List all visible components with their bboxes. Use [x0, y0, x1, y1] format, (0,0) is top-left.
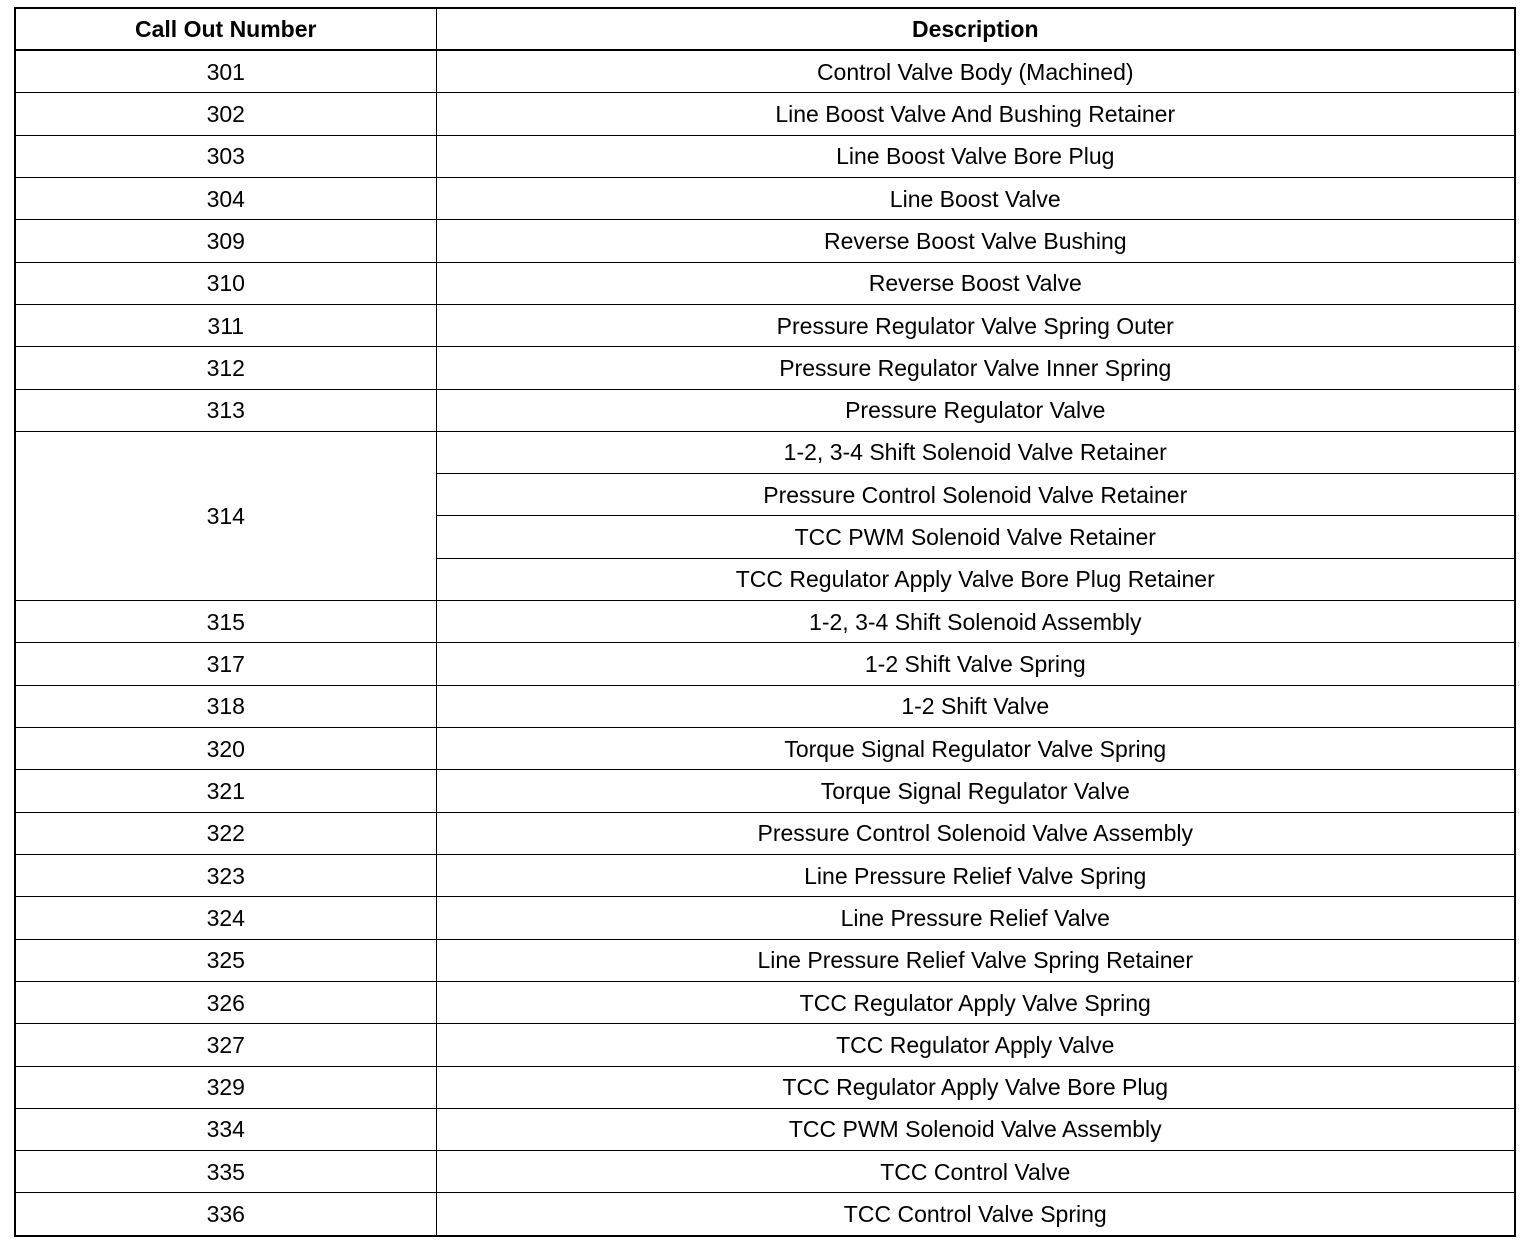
table-row	[16, 939, 1514, 981]
callout-number-cell: 335	[16, 1151, 436, 1193]
description-cell: TCC Control Valve	[436, 1151, 1514, 1193]
table-body	[16, 50, 1514, 1235]
description-cell: 1-2 Shift Valve	[436, 685, 1514, 727]
table-row	[16, 601, 1514, 643]
description-cell: Torque Signal Regulator Valve Spring	[436, 728, 1514, 770]
table-row	[16, 854, 1514, 896]
callout-number-cell: 323	[16, 854, 436, 896]
description-cell: Pressure Control Solenoid Valve Assembly	[436, 812, 1514, 854]
description-cell: Pressure Control Solenoid Valve Retainer	[436, 474, 1514, 516]
description-cell: TCC Regulator Apply Valve Bore Plug Retainer	[436, 558, 1514, 600]
description-cell: TCC PWM Solenoid Valve Assembly	[436, 1108, 1514, 1150]
description-cell: Line Pressure Relief Valve Spring	[436, 854, 1514, 896]
callout-number-cell: 320	[16, 728, 436, 770]
callout-number-cell: 310	[16, 262, 436, 304]
description-cell: TCC Control Valve Spring	[436, 1193, 1514, 1235]
description-cell: Pressure Regulator Valve	[436, 389, 1514, 431]
table-row	[16, 431, 1514, 473]
table-row	[16, 347, 1514, 389]
description-cell: Line Boost Valve	[436, 177, 1514, 219]
description-cell: Line Boost Valve Bore Plug	[436, 135, 1514, 177]
callout-number-cell: 313	[16, 389, 436, 431]
callout-number-cell: 318	[16, 685, 436, 727]
table-row	[16, 1108, 1514, 1150]
table-row	[16, 220, 1514, 262]
description-cell: Line Boost Valve And Bushing Retainer	[436, 93, 1514, 135]
callout-number-cell: 304	[16, 177, 436, 219]
header-row	[16, 9, 1514, 50]
callout-number-cell: 329	[16, 1066, 436, 1108]
description-cell: Reverse Boost Valve	[436, 262, 1514, 304]
description-cell: 1-2, 3-4 Shift Solenoid Valve Retainer	[436, 431, 1514, 473]
callout-number-cell: 326	[16, 981, 436, 1023]
description-cell: Line Pressure Relief Valve	[436, 897, 1514, 939]
callout-number-cell: 303	[16, 135, 436, 177]
callout-number-cell: 322	[16, 812, 436, 854]
table-row	[16, 135, 1514, 177]
description-cell: TCC PWM Solenoid Valve Retainer	[436, 516, 1514, 558]
callout-number-cell: 321	[16, 770, 436, 812]
table-row	[16, 981, 1514, 1023]
description-cell: 1-2, 3-4 Shift Solenoid Assembly	[436, 601, 1514, 643]
table-row	[16, 897, 1514, 939]
callout-number-cell: 327	[16, 1024, 436, 1066]
table-row	[16, 770, 1514, 812]
callout-number-cell: 325	[16, 939, 436, 981]
callout-number-cell: 324	[16, 897, 436, 939]
table-row	[16, 93, 1514, 135]
table-row	[16, 1151, 1514, 1193]
table-row	[16, 1024, 1514, 1066]
table-row	[16, 262, 1514, 304]
callout-table	[16, 9, 1514, 1235]
description-cell: Pressure Regulator Valve Inner Spring	[436, 347, 1514, 389]
callout-number-cell: 315	[16, 601, 436, 643]
callout-number-cell: 317	[16, 643, 436, 685]
callout-table-container	[14, 7, 1516, 1237]
callout-number-cell: 302	[16, 93, 436, 135]
description-cell: Reverse Boost Valve Bushing	[436, 220, 1514, 262]
description-header: Description	[436, 9, 1514, 50]
callout-number-cell: 301	[16, 50, 436, 93]
description-cell: TCC Regulator Apply Valve Spring	[436, 981, 1514, 1023]
table-row	[16, 812, 1514, 854]
description-cell: Control Valve Body (Machined)	[436, 50, 1514, 93]
description-cell: TCC Regulator Apply Valve Bore Plug	[436, 1066, 1514, 1108]
table-row	[16, 728, 1514, 770]
description-cell: Line Pressure Relief Valve Spring Retainer	[436, 939, 1514, 981]
table-row	[16, 304, 1514, 346]
description-cell: 1-2 Shift Valve Spring	[436, 643, 1514, 685]
description-cell: TCC Regulator Apply Valve	[436, 1024, 1514, 1066]
table-row	[16, 1193, 1514, 1235]
table-row	[16, 643, 1514, 685]
callout-number-cell: 314	[16, 431, 436, 600]
table-row	[16, 50, 1514, 93]
callout-number-cell: 311	[16, 304, 436, 346]
callout-number-cell: 312	[16, 347, 436, 389]
table-row	[16, 685, 1514, 727]
callout-number-cell: 309	[16, 220, 436, 262]
description-cell: Pressure Regulator Valve Spring Outer	[436, 304, 1514, 346]
callout-number-cell: 334	[16, 1108, 436, 1150]
table-row	[16, 177, 1514, 219]
callout-number-header: Call Out Number	[16, 9, 436, 50]
table-row	[16, 1066, 1514, 1108]
table-row	[16, 389, 1514, 431]
description-cell: Torque Signal Regulator Valve	[436, 770, 1514, 812]
callout-number-cell: 336	[16, 1193, 436, 1235]
